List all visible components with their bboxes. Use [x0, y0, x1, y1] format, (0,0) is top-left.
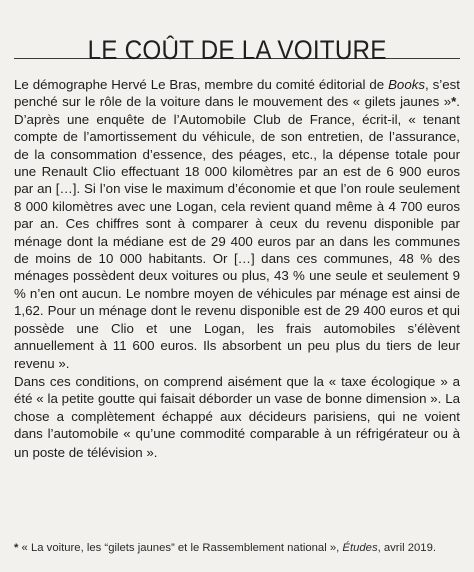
paragraph-2: [14, 373, 460, 461]
paragraph-1: [14, 76, 460, 372]
paragraph-1-body: . D’après une enquête de l’Automobile Club de France, écrit-il, « tenant compte de l’amortissement du véhicule, de son entretien, de l’assurance, de la consommation d’essence, des péages, etc., la dépense totale pour une Renault Clio effectuant 18 000 kilomètres par an est de 6 900 euros par an […]. Si l’on vise le maximum d’économie et que l’on roule seulement 8 000 kilomètres avec une Logan, cela revient quand même à 4 700 euros par an. Ces chiffres sont à comparer à ceux du revenu disponible par ménage dont la médiane est de 29 400 euros par an dans les communes de moins de 10 000 habitants. Or […] dans ces communes, 48 % des ménages possèdent deux voitures ou plus, 43 % une seule et seulement 9 % n’en ont aucun. Le nombre moyen de véhicules par ménage est ainsi de 1,62. Pour un ménage dont le revenu disponible est de 29 400 euros et qui possède une Clio et une Logan, les frais automobiles s’élèvent annuellement à 11 600 euros. Ils absorbent un peu plus du tiers de leur revenu ».: [14, 94, 460, 371]
books-title: Books: [388, 77, 426, 92]
paragraph-1-intro: Le démographe Hervé Le Bras, membre du comité éditorial de: [14, 77, 389, 92]
footnote-reference: *: [451, 94, 457, 110]
footnote-marker: *: [14, 542, 19, 554]
article-body: [14, 76, 460, 461]
footnote-date: , avril 2019.: [377, 542, 436, 554]
paragraph-1-quote-start: , s’est penché sur le rôle de la voiture dans le mouvement des « gilets jaunes »: [14, 77, 460, 110]
footnote-source: Études: [342, 542, 378, 554]
page-title: LE COÛT DE LA VOITURE: [87, 35, 387, 66]
footnote: [14, 541, 460, 555]
paragraph-2-body: Dans ces conditions, on comprend aisément que la « taxe écologique » a été « la petite goutte qui faisait déborder un vase de bonne dimension ». La chose a complètement échappé aux décideurs parisiens, qui ne voient dans l’automobile « qu’une commodité comparable à un réfrigérateur ou à un poste de télévision ».: [14, 373, 460, 460]
footnote-text: « La voiture, les “gilets jaunes” et le Rassemblement national »,: [18, 542, 343, 554]
title-block: [14, 6, 460, 66]
